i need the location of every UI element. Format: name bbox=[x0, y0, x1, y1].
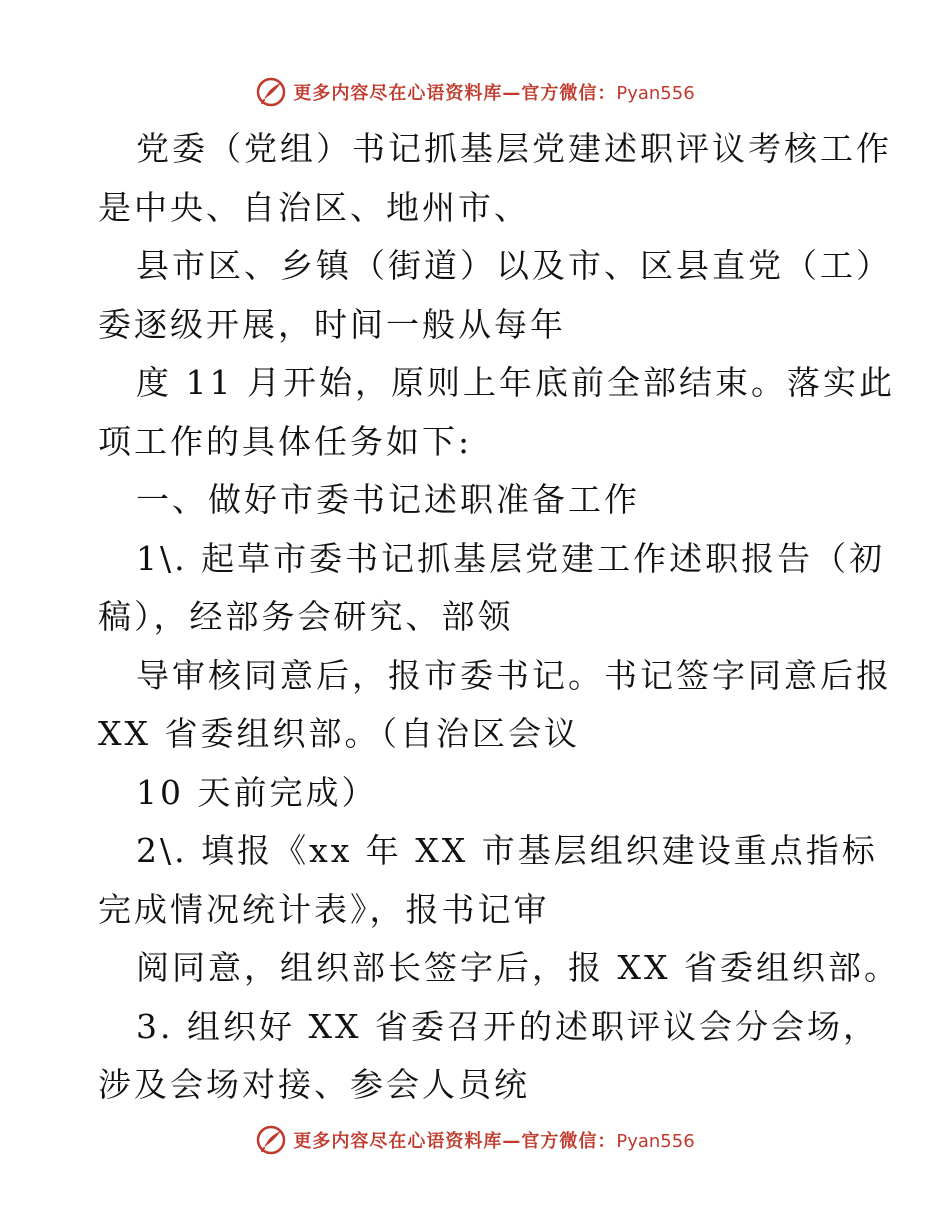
paragraph-line: 导审核同意后，报市委书记。书记签字同意后报 bbox=[136, 655, 892, 695]
watermark-text-cn: 更多内容尽在心语资料库—官方微信： bbox=[293, 1131, 617, 1152]
paragraph-line: 2\. 填报《xx 年 XX 市基层组织建设重点指标 bbox=[136, 831, 878, 870]
paragraph-line: 阅同意，组织部长签字后，报 XX 省委组织部。 bbox=[136, 948, 900, 987]
paragraph-line: XX 省委组织部。（自治区会议 bbox=[98, 714, 580, 753]
paragraph-line: 3. 组织好 XX 省委召开的述职评议会分会场， bbox=[136, 1006, 879, 1046]
watermark-text bbox=[293, 79, 694, 105]
paragraph-line: 党委（党组）书记抓基层党建述职评议考核工作 bbox=[136, 129, 892, 168]
paragraph-line: 项工作的具体任务如下: bbox=[98, 421, 473, 461]
watermark-footer bbox=[0, 1120, 950, 1160]
paragraph-line: 委逐级开展，时间一般从每年 bbox=[98, 304, 566, 344]
watermark-header bbox=[0, 72, 950, 112]
paragraph-line: 是中央、自治区、地州市、 bbox=[98, 187, 530, 227]
feather-quill-logo-icon bbox=[255, 76, 287, 108]
paragraph-line: 度 11 月开始，原则上年底前全部结束。落实此 bbox=[136, 363, 895, 402]
watermark-text-cn: 更多内容尽在心语资料库—官方微信： bbox=[293, 83, 617, 104]
watermark-wechat-id: Pyan556 bbox=[616, 83, 695, 104]
paragraph-line: 完成情况统计表》，报书记审 bbox=[98, 889, 550, 929]
watermark-wechat-id: Pyan556 bbox=[616, 1131, 695, 1152]
feather-quill-logo-icon bbox=[255, 1124, 287, 1156]
watermark-text bbox=[293, 1127, 694, 1153]
paragraph-line: 一、做好市委书记述职准备工作 bbox=[136, 480, 640, 519]
paragraph-line: 县市区、乡镇（街道）以及市、区县直党（工） bbox=[136, 246, 892, 285]
document-body bbox=[98, 120, 900, 1115]
paragraph-line: 1\. 起草市委书记抓基层党建工作述职报告（初 bbox=[136, 538, 886, 578]
paragraph-line: 稿），经部务会研究、部领 bbox=[98, 597, 514, 636]
paragraph-line: 涉及会场对接、参会人员统 bbox=[98, 1065, 530, 1104]
paragraph-line: 10 天前完成） bbox=[136, 772, 378, 812]
